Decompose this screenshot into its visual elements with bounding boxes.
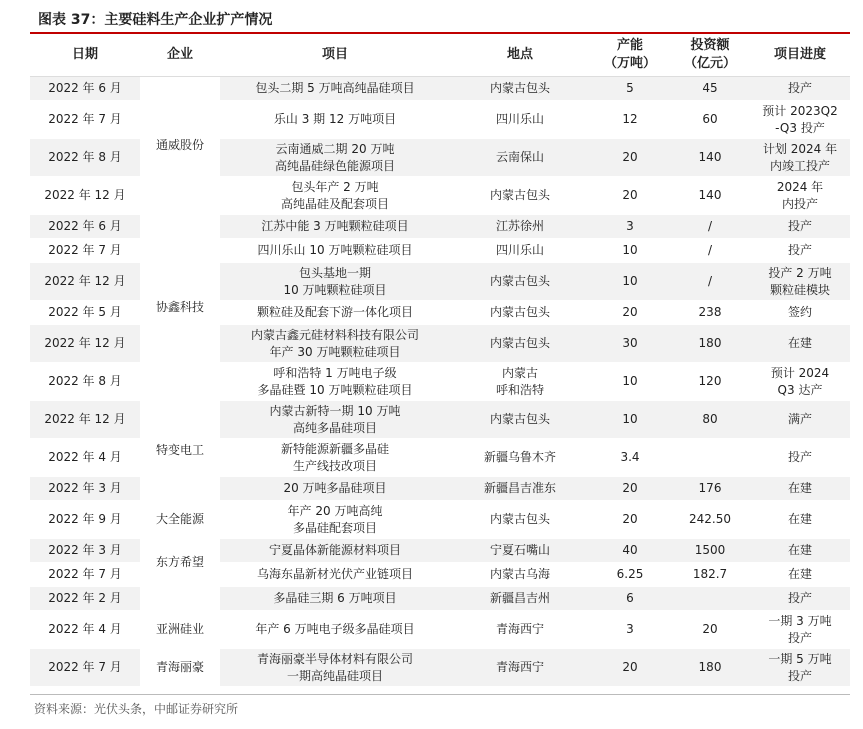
table-row: [30, 401, 850, 439]
date-cell: 2022 年 2 月: [30, 587, 140, 611]
location-cell: 内蒙古包头: [450, 77, 590, 101]
date-cell: 2022 年 4 月: [30, 611, 140, 649]
date-cell: 2022 年 7 月: [30, 563, 140, 587]
project-cell: 四川乐山 10 万吨颗粒硅项目: [220, 239, 450, 263]
location-cell: 新疆昌吉州: [450, 587, 590, 611]
investment-cell: 176: [670, 477, 750, 501]
progress-cell: 签约: [750, 301, 850, 325]
header-company: 企业: [140, 34, 220, 77]
date-cell: 2022 年 12 月: [30, 401, 140, 439]
investment-cell: 60: [670, 101, 750, 139]
project-cell: 包头年产 2 万吨 高纯晶硅及配套项目: [220, 177, 450, 215]
progress-cell: 预计 2024 Q3 达产: [750, 363, 850, 401]
progress-cell: 在建: [750, 563, 850, 587]
progress-cell: 满产: [750, 401, 850, 439]
location-cell: 内蒙古包头: [450, 501, 590, 539]
figure-title: 图表 37：主要硅料生产企业扩产情况: [38, 12, 273, 28]
project-cell: 年产 6 万吨电子级多晶硅项目: [220, 611, 450, 649]
date-cell: 2022 年 12 月: [30, 325, 140, 363]
investment-cell: [670, 587, 750, 611]
location-cell: 内蒙古包头: [450, 401, 590, 439]
capacity-cell: 20: [590, 139, 670, 177]
date-cell: 2022 年 12 月: [30, 177, 140, 215]
investment-cell: 180: [670, 325, 750, 363]
progress-cell: 投产: [750, 239, 850, 263]
location-cell: 云南保山: [450, 139, 590, 177]
progress-cell: 投产: [750, 439, 850, 477]
progress-cell: 投产: [750, 215, 850, 239]
project-cell: 乌海东晶新材光伏产业链项目: [220, 563, 450, 587]
header-project: 项目: [220, 34, 450, 77]
investment-cell: 1500: [670, 539, 750, 563]
capacity-cell: 3.4: [590, 439, 670, 477]
capacity-cell: 40: [590, 539, 670, 563]
company-cell: 亚洲硅业: [140, 611, 220, 649]
project-cell: 江苏中能 3 万吨颗粒硅项目: [220, 215, 450, 239]
project-cell: 内蒙古新特一期 10 万吨 高纯多晶硅项目: [220, 401, 450, 439]
company-cell: [140, 587, 220, 611]
project-cell: 多晶硅三期 6 万吨项目: [220, 587, 450, 611]
investment-cell: 120: [670, 363, 750, 401]
investment-cell: /: [670, 239, 750, 263]
project-cell: 云南通威二期 20 万吨 高纯晶硅绿色能源项目: [220, 139, 450, 177]
capacity-cell: 10: [590, 263, 670, 301]
investment-cell: 45: [670, 77, 750, 101]
company-cell: 东方希望: [140, 539, 220, 587]
source-note: 资料来源：光伏头条，中邮证券研究所: [34, 702, 239, 716]
capacity-cell: 20: [590, 649, 670, 687]
date-cell: 2022 年 5 月: [30, 301, 140, 325]
project-cell: 宁夏晶体新能源材料项目: [220, 539, 450, 563]
investment-cell: /: [670, 263, 750, 301]
investment-cell: 20: [670, 611, 750, 649]
table-row: [30, 587, 850, 611]
company-cell: 协鑫科技: [140, 215, 220, 401]
date-cell: 2022 年 8 月: [30, 139, 140, 177]
progress-cell: 投产: [750, 587, 850, 611]
location-cell: 内蒙古包头: [450, 301, 590, 325]
progress-cell: 投产 2 万吨 颗粒硅模块: [750, 263, 850, 301]
date-cell: 2022 年 6 月: [30, 215, 140, 239]
investment-cell: /: [670, 215, 750, 239]
capacity-cell: 6.25: [590, 563, 670, 587]
capacity-expansion-table: [30, 34, 850, 687]
capacity-cell: 20: [590, 501, 670, 539]
location-cell: 内蒙古包头: [450, 263, 590, 301]
location-cell: 内蒙古 呼和浩特: [450, 363, 590, 401]
header-capacity: 产能 （万吨）: [590, 34, 670, 77]
capacity-cell: 10: [590, 363, 670, 401]
capacity-cell: 6: [590, 587, 670, 611]
investment-cell: 242.50: [670, 501, 750, 539]
table-row: [30, 77, 850, 101]
date-cell: 2022 年 7 月: [30, 101, 140, 139]
progress-cell: 投产: [750, 77, 850, 101]
project-cell: 包头基地一期 10 万吨颗粒硅项目: [220, 263, 450, 301]
location-cell: 内蒙古乌海: [450, 563, 590, 587]
project-cell: 20 万吨多晶硅项目: [220, 477, 450, 501]
table-header-row: [30, 34, 850, 77]
progress-cell: 预计 2023Q2 -Q3 投产: [750, 101, 850, 139]
capacity-cell: 12: [590, 101, 670, 139]
project-cell: 新特能源新疆多晶硅 生产线技改项目: [220, 439, 450, 477]
date-cell: 2022 年 6 月: [30, 77, 140, 101]
table-row: [30, 611, 850, 649]
date-cell: 2022 年 3 月: [30, 477, 140, 501]
project-cell: 呼和浩特 1 万吨电子级 多晶硅暨 10 万吨颗粒硅项目: [220, 363, 450, 401]
project-cell: 颗粒硅及配套下游一体化项目: [220, 301, 450, 325]
project-cell: 内蒙古鑫元硅材料科技有限公司 年产 30 万吨颗粒硅项目: [220, 325, 450, 363]
investment-cell: 140: [670, 139, 750, 177]
investment-cell: 140: [670, 177, 750, 215]
company-cell: 大全能源: [140, 501, 220, 539]
progress-cell: 在建: [750, 477, 850, 501]
table-row: [30, 539, 850, 563]
title-bar: [30, 6, 850, 34]
capacity-cell: 30: [590, 325, 670, 363]
location-cell: 青海西宁: [450, 649, 590, 687]
date-cell: 2022 年 4 月: [30, 439, 140, 477]
date-cell: 2022 年 9 月: [30, 501, 140, 539]
capacity-cell: 10: [590, 239, 670, 263]
investment-cell: [670, 439, 750, 477]
progress-cell: 计划 2024 年 内竣工投产: [750, 139, 850, 177]
company-cell: 通威股份: [140, 77, 220, 215]
location-cell: 新疆昌吉准东: [450, 477, 590, 501]
date-cell: 2022 年 8 月: [30, 363, 140, 401]
date-cell: 2022 年 7 月: [30, 239, 140, 263]
date-cell: 2022 年 7 月: [30, 649, 140, 687]
progress-cell: 在建: [750, 539, 850, 563]
location-cell: 内蒙古包头: [450, 177, 590, 215]
header-date: 日期: [30, 34, 140, 77]
project-cell: 包头二期 5 万吨高纯晶硅项目: [220, 77, 450, 101]
investment-cell: 182.7: [670, 563, 750, 587]
location-cell: 新疆乌鲁木齐: [450, 439, 590, 477]
date-cell: 2022 年 3 月: [30, 539, 140, 563]
progress-cell: 在建: [750, 325, 850, 363]
capacity-cell: 3: [590, 611, 670, 649]
progress-cell: 在建: [750, 501, 850, 539]
progress-cell: 2024 年 内投产: [750, 177, 850, 215]
date-cell: 2022 年 12 月: [30, 263, 140, 301]
location-cell: 四川乐山: [450, 101, 590, 139]
investment-cell: 80: [670, 401, 750, 439]
location-cell: 江苏徐州: [450, 215, 590, 239]
table-row: [30, 215, 850, 239]
project-cell: 青海丽豪半导体材料有限公司 一期高纯晶硅项目: [220, 649, 450, 687]
company-cell: 青海丽豪: [140, 649, 220, 687]
capacity-cell: 10: [590, 401, 670, 439]
progress-cell: 一期 3 万吨 投产: [750, 611, 850, 649]
table-row: [30, 649, 850, 687]
capacity-cell: 5: [590, 77, 670, 101]
project-cell: 年产 20 万吨高纯 多晶硅配套项目: [220, 501, 450, 539]
header-progress: 项目进度: [750, 34, 850, 77]
bottom-rule: [30, 694, 850, 695]
project-cell: 乐山 3 期 12 万吨项目: [220, 101, 450, 139]
header-investment: 投资额 （亿元）: [670, 34, 750, 77]
location-cell: 四川乐山: [450, 239, 590, 263]
capacity-cell: 3: [590, 215, 670, 239]
location-cell: 青海西宁: [450, 611, 590, 649]
capacity-cell: 20: [590, 177, 670, 215]
capacity-cell: 20: [590, 477, 670, 501]
location-cell: 宁夏石嘴山: [450, 539, 590, 563]
table-row: [30, 501, 850, 539]
location-cell: 内蒙古包头: [450, 325, 590, 363]
header-location: 地点: [450, 34, 590, 77]
capacity-cell: 20: [590, 301, 670, 325]
company-cell: 特变电工: [140, 401, 220, 501]
investment-cell: 238: [670, 301, 750, 325]
investment-cell: 180: [670, 649, 750, 687]
progress-cell: 一期 5 万吨 投产: [750, 649, 850, 687]
